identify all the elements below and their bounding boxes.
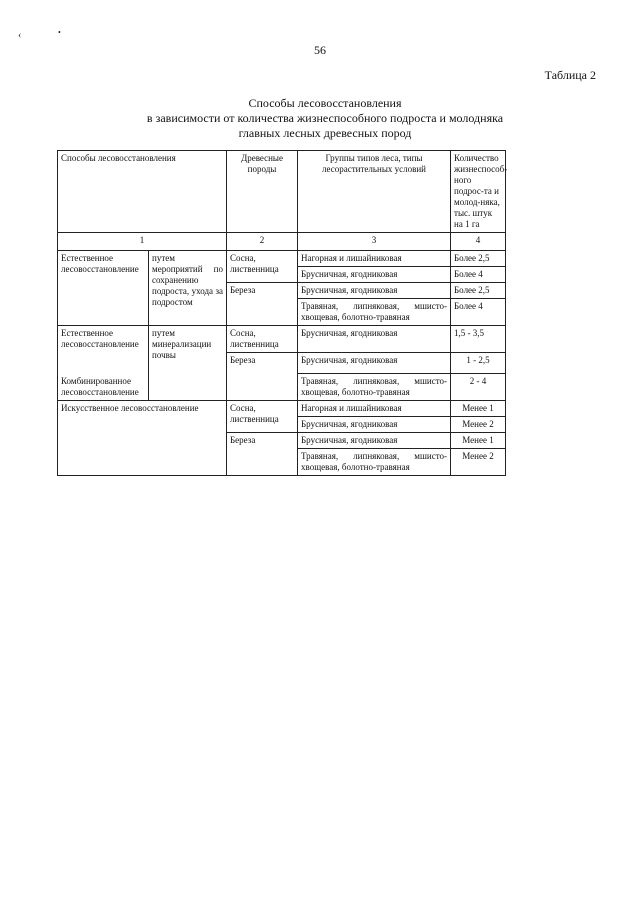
table-title bbox=[0, 96, 640, 141]
amount-cell: 1 - 2,5 bbox=[451, 353, 506, 374]
table-row bbox=[58, 326, 506, 353]
forest-type-cell: Брусничная, ягодниковая bbox=[298, 326, 451, 353]
header-methods: Способы лесовосстановления bbox=[58, 151, 227, 233]
amount-cell: Более 2,5 bbox=[451, 251, 506, 267]
column-number: 4 bbox=[451, 233, 506, 251]
amount-cell: Более 2,5 bbox=[451, 283, 506, 299]
header-forest-types: Группы типов леса, типы лесорастительных условий bbox=[298, 151, 451, 233]
reforestation-table bbox=[57, 150, 506, 476]
forest-type-cell: Брусничная, ягодниковая bbox=[298, 283, 451, 299]
forest-type-cell: Травяная, липняковая, мшисто-хвощевая, болотно-травяная bbox=[298, 299, 451, 326]
column-number: 3 bbox=[298, 233, 451, 251]
forest-type-cell: Травяная, липняковая, мшисто-хвощевая, болотно-травяная bbox=[298, 374, 451, 401]
method-text: Естественное лесовосстановление bbox=[61, 328, 139, 349]
corner-mark-dot: • bbox=[58, 28, 61, 37]
column-number-row bbox=[58, 233, 506, 251]
header-species: Древесные породы bbox=[227, 151, 298, 233]
column-number: 2 bbox=[227, 233, 298, 251]
amount-cell: 2 - 4 bbox=[451, 374, 506, 401]
header-row bbox=[58, 151, 506, 233]
amount-cell: Менее 1 bbox=[451, 401, 506, 417]
forest-type-cell: Брусничная, ягодниковая bbox=[298, 417, 451, 433]
forest-type-cell: Брусничная, ягодниковая bbox=[298, 433, 451, 449]
species-cell: Береза bbox=[227, 353, 298, 401]
amount-cell: Более 4 bbox=[451, 299, 506, 326]
species-cell: Береза bbox=[227, 283, 298, 326]
page-number: 56 bbox=[314, 43, 326, 57]
method-cell: Естественное лесовосстановление bbox=[58, 251, 149, 326]
amount-cell: Менее 1 bbox=[451, 433, 506, 449]
method-cell: Искусственное лесовосстановление bbox=[58, 401, 227, 476]
sub-method-cell: путем минерализации почвы bbox=[149, 326, 227, 401]
column-number: 1 bbox=[58, 233, 227, 251]
table-row bbox=[58, 251, 506, 267]
forest-type-cell: Брусничная, ягодниковая bbox=[298, 353, 451, 374]
species-cell: Сосна, лиственница bbox=[227, 401, 298, 433]
forest-type-cell: Брусничная, ягодниковая bbox=[298, 267, 451, 283]
header-amount: Количество жизнеспособ-ного подрос-та и молод-няка, тыс. штук на 1 га bbox=[451, 151, 506, 233]
sub-method-cell: путем мероприятий по сохранению подроста, ухода за подростом bbox=[149, 251, 227, 326]
species-cell: Сосна, лиственница bbox=[227, 251, 298, 283]
forest-type-cell: Нагорная и лишайниковая bbox=[298, 401, 451, 417]
table-row bbox=[58, 401, 506, 417]
amount-cell: Менее 2 bbox=[451, 417, 506, 433]
forest-type-cell: Нагорная и лишайниковая bbox=[298, 251, 451, 267]
table-label: Таблица 2 bbox=[544, 68, 596, 82]
forest-type-cell: Травяная, липняковая, мшисто-хвощевая, болотно-травяная bbox=[298, 449, 451, 476]
species-cell: Сосна, лиственница bbox=[227, 326, 298, 353]
method-extra-text: Комбинированное лесовосстановление bbox=[61, 376, 139, 397]
corner-mark-left: ‹ bbox=[18, 30, 22, 41]
title-line-1: Способы лесовосстановления bbox=[248, 96, 402, 110]
amount-cell: Более 4 bbox=[451, 267, 506, 283]
amount-cell: 1,5 - 3,5 bbox=[451, 326, 506, 353]
title-line-2: в зависимости от количества жизнеспособного подроста и молодняка bbox=[146, 111, 504, 125]
amount-cell: Менее 2 bbox=[451, 449, 506, 476]
method-cell bbox=[58, 326, 149, 401]
title-line-3: главных лесных древесных пород bbox=[238, 126, 412, 140]
species-cell: Береза bbox=[227, 433, 298, 476]
